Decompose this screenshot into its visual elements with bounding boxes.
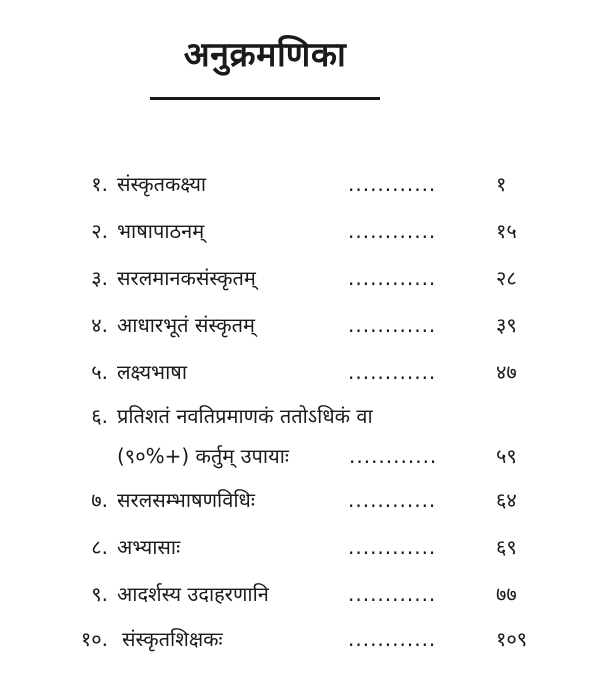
toc-dot-leader: ............ [349,444,438,468]
toc-entry-page: १५ [496,219,517,243]
toc-dot-leader: ............ [348,172,437,196]
toc-entry-page: १०९ [496,627,528,651]
toc-entry-title: सरलमानकसंस्कृतम् [117,266,256,290]
toc-entry-6 [0,396,600,436]
toc-entry-6-continuation [117,436,587,476]
toc-entry-title: आधारभूतं संस्कृतम् [117,313,255,337]
toc-entry-5 [0,352,600,392]
toc-entry-title: लक्ष्यभाषा [117,360,188,384]
toc-entry-9 [0,574,600,614]
toc-entry-number: ६. [91,404,108,428]
toc-entry-title: प्रतिशतं नवतिप्रमाणकं ततोऽधिकं वा [117,404,373,428]
toc-entry-number: २. [91,219,108,243]
toc-entry-number: १. [91,172,108,196]
toc-entry-1 [0,164,600,204]
toc-entry-page: १ [496,172,507,196]
toc-entry-title: संस्कृतकक्ष्या [117,172,207,196]
toc-entry-page: ६९ [496,535,517,559]
toc-dot-leader: ............ [348,313,437,337]
toc-entry-number: ५. [91,360,108,384]
toc-entry-page: ४७ [496,360,517,384]
toc-entry-title: सरलसम्भाषणविधिः [117,488,255,512]
toc-dot-leader: ............ [348,582,437,606]
toc-dot-leader: ............ [348,360,437,384]
toc-entry-number: १०. [80,627,108,651]
toc-entry-number: ३. [91,266,108,290]
toc-dot-leader: ............ [348,219,437,243]
toc-entry-number: ८. [91,535,108,559]
toc-entry-title: भाषापाठनम् [117,219,205,243]
toc-entry-3 [0,258,600,298]
toc-entry-number: ४. [91,313,108,337]
toc-entry-10 [0,619,600,659]
toc-entry-title: अभ्यासाः [117,535,181,559]
toc-entry-page: ६४ [496,488,517,512]
page-title: अनुक्रमणिका [183,35,347,75]
toc-entry-number: ७. [91,488,108,512]
toc-entry-title: संस्कृतशिक्षकः [122,627,223,651]
toc-entry-title: (९०%+) कर्तुम् उपायाः [117,444,289,468]
toc-dot-leader: ............ [348,266,437,290]
toc-entry-page: ७७ [496,582,517,606]
toc-dot-leader: ............ [348,535,437,559]
toc-entry-title: आदर्शस्य उदाहरणानि [117,582,269,606]
title-underline [150,97,380,100]
toc-entry-4 [0,305,600,345]
toc-dot-leader: ............ [348,627,437,651]
toc-dot-leader: ............ [348,488,437,512]
toc-entry-number: ९. [91,582,108,606]
toc-entry-7 [0,480,600,520]
toc-entry-8 [0,527,600,567]
toc-entry-page: ५९ [496,444,517,468]
toc-entry-page: ३९ [496,313,517,337]
toc-entry-page: २८ [496,266,517,290]
toc-entry-2 [0,211,600,251]
